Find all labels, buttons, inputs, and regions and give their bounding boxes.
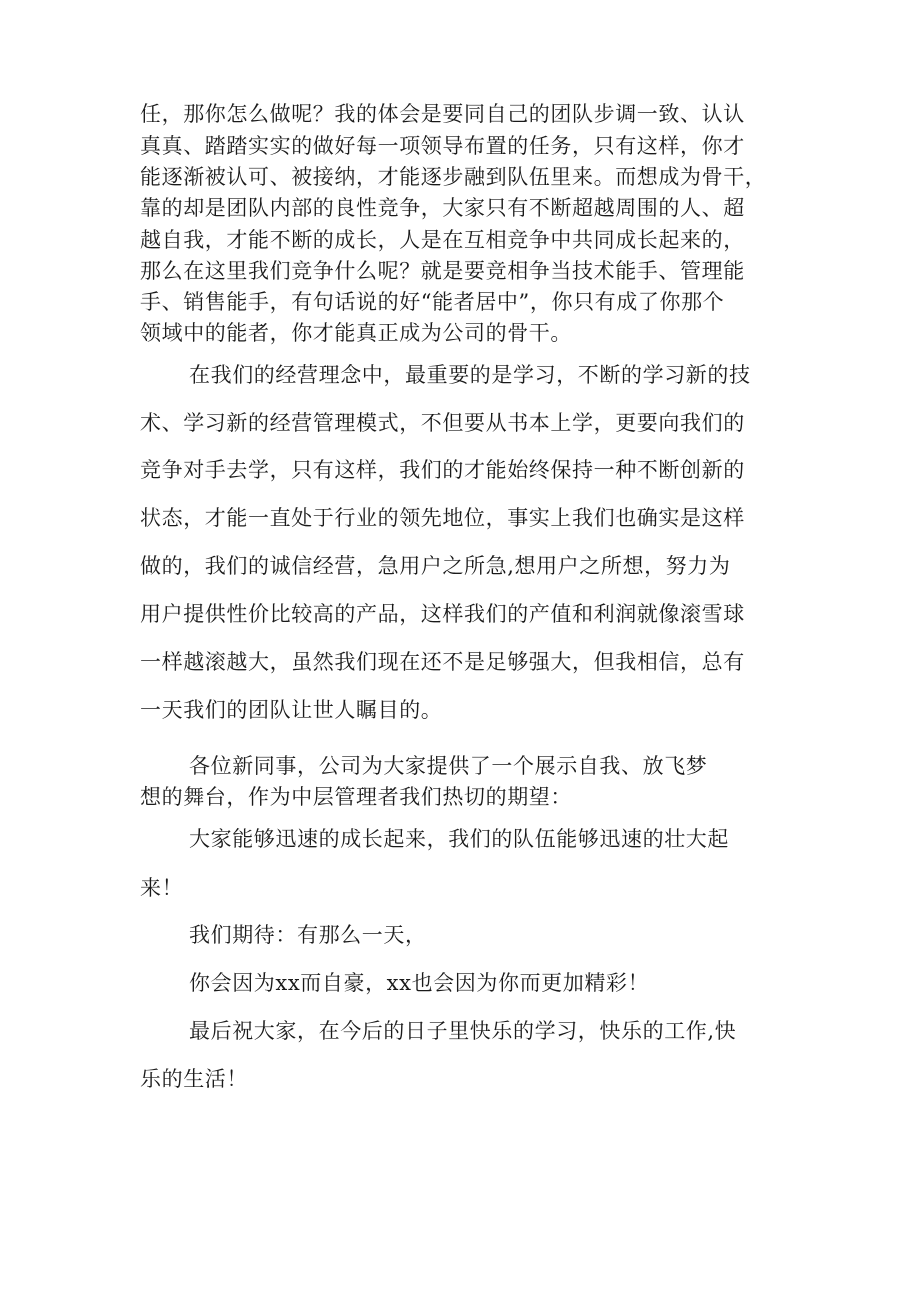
text-line: 竞争对手去学，只有这样，我们的才能始终保持一种不断创新的 (140, 458, 745, 482)
text-line: 想的舞台，作为中层管理者我们热切的期望： (140, 785, 572, 809)
text-line: 用户提供性价比较高的产品，这样我们的产值和利润就像滚雪球 (140, 602, 745, 626)
text-line: 在我们的经营理念中，最重要的是学习，不断的学习新的技 (189, 363, 751, 387)
text-line: 各位新同事，公司为大家提供了一个展示自我、放飞梦 (189, 754, 708, 778)
text-line: 能逐渐被认可、被接纳，才能逐步融到队伍里来。而想成为骨干， (140, 165, 767, 189)
text-line: 来！ (140, 876, 184, 900)
text-line: 越自我，才能不断的成长，人是在互相竞争中共同成长起来的， (140, 228, 745, 252)
text-line: 乐的生活！ (140, 1067, 248, 1091)
text-line: 你会因为xx而自豪，xx也会因为你而更加精彩！ (189, 971, 650, 995)
text-line: 状态，才能一直处于行业的领先地位，事实上我们也确实是这样 (140, 506, 745, 530)
text-line: 那么在这里我们竞争什么呢？就是要竞相争当技术能手、管理能 (140, 259, 745, 283)
text-line: 真真、踏踏实实的做好每一项领导布置的任务，只有这样，你才 (140, 134, 745, 158)
text-line: 最后祝大家，在今后的日子里快乐的学习，快乐的工作,快 (189, 1019, 737, 1043)
text-line: 领域中的能者，你才能真正成为公司的骨干。 (140, 321, 572, 345)
text-line: 任，那你怎么做呢？我的体会是要同自己的团队步调一致、认认 (140, 102, 745, 126)
text-line: 术、学习新的经营管理模式，不但要从书本上学，更要向我们的 (140, 411, 745, 435)
text-line: 手、销售能手，有句话说的好“能者居中”，你只有成了你那个 (140, 290, 725, 314)
text-line: 我们期待：有那么一天， (189, 923, 427, 947)
text-line: 一样越滚越大，虽然我们现在还不是足够强大，但我相信，总有 (140, 650, 745, 674)
text-line: 做的，我们的诚信经营，急用户之所急,想用户之所想，努力为 (140, 554, 731, 578)
text-line: 大家能够迅速的成长起来，我们的队伍能够迅速的壮大起 (189, 827, 729, 851)
text-line: 靠的却是团队内部的良性竞争，大家只有不断超越周围的人、超 (140, 196, 745, 220)
text-line: 一天我们的团队让世人瞩目的。 (140, 698, 443, 722)
